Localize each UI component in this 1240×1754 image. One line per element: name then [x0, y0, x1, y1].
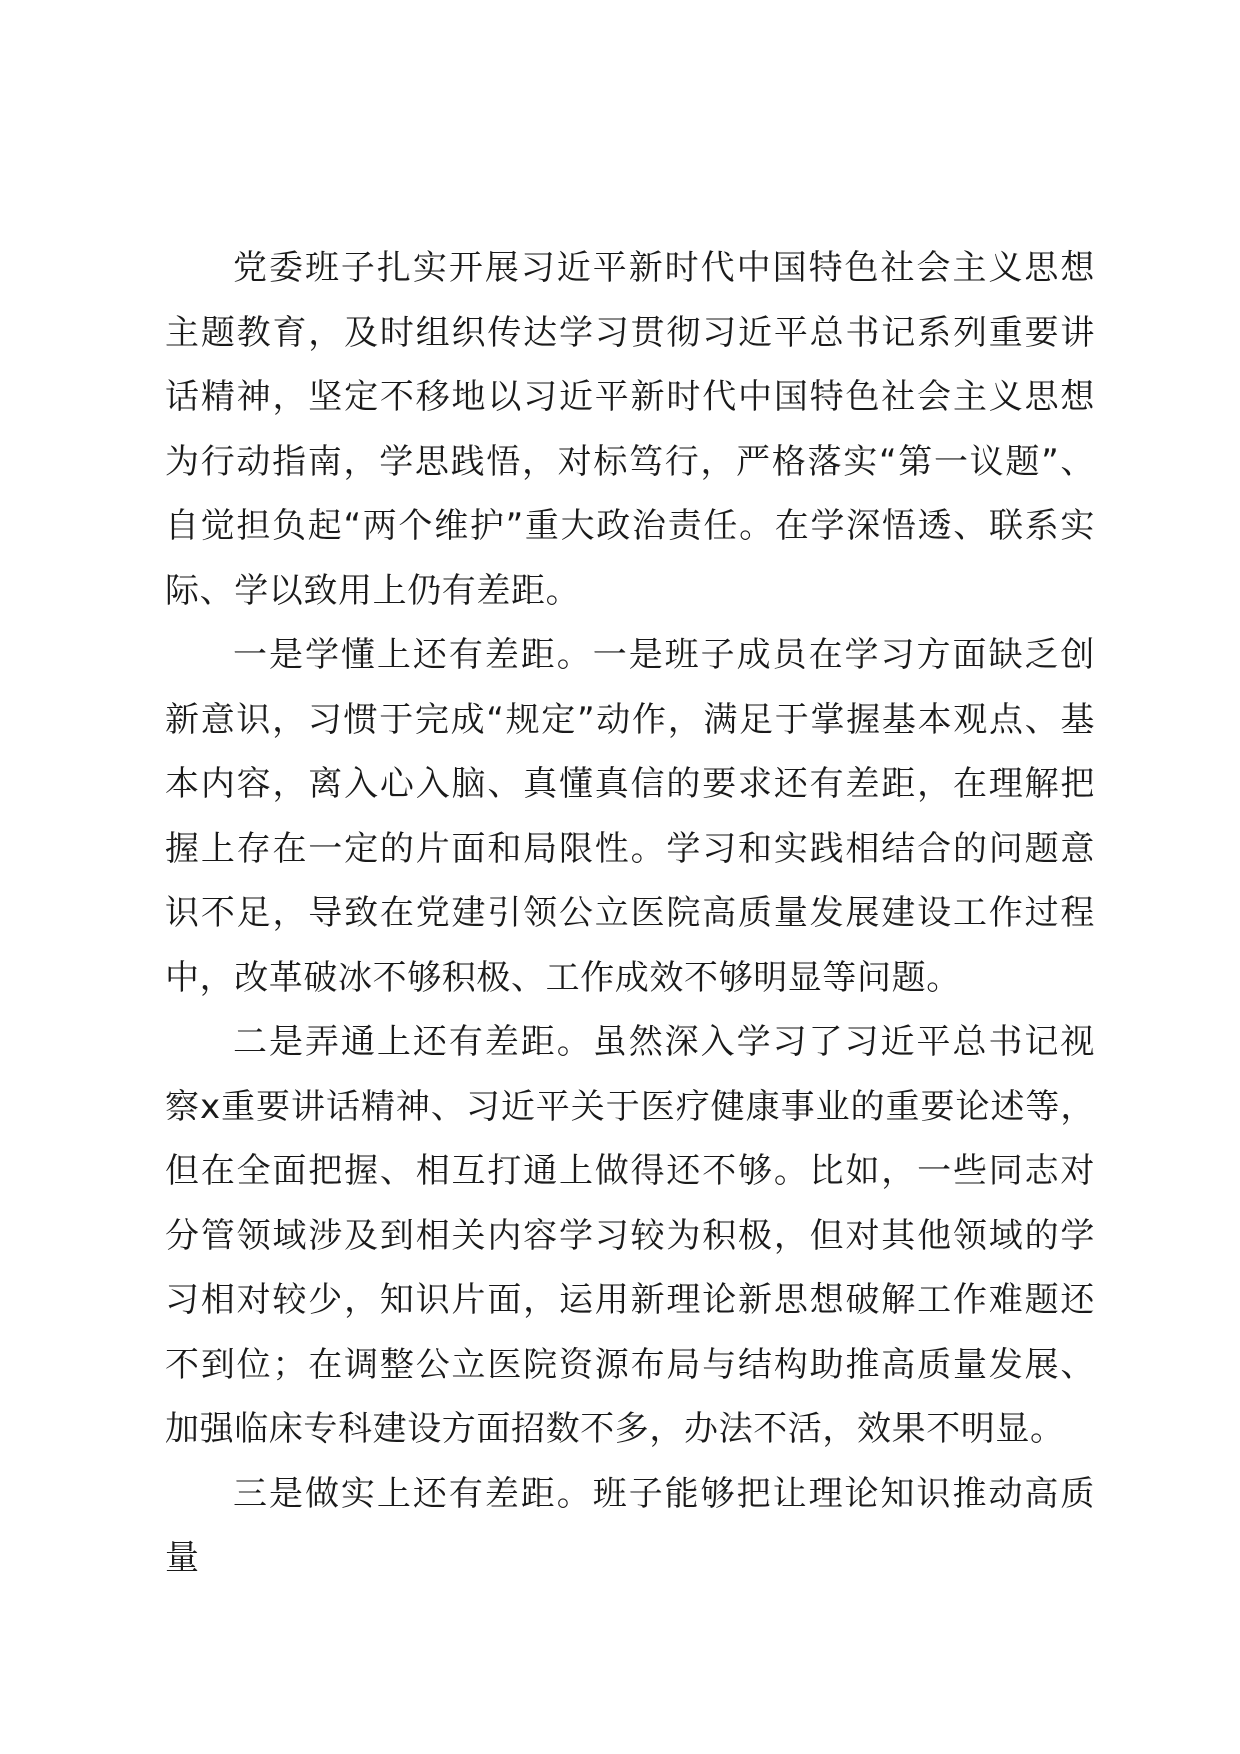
paragraph-learning-gap: 一是学懂上还有差距。一是班子成员在学习方面缺乏创新意识，习惯于完成“规定”动作，满足于掌握基本观点、基本内容，离入心入脑、真懂真信的要求还有差距，在理解把握上存在一定的片面和局限性。学习和实践相结合的问题意识不足，导致在党建引领公立医院高质量发展建设工作过程中，改革破冰不够积极、工作成效不够明显等问题。 [165, 635, 1095, 998]
paragraph-understanding-gap: 二是弄通上还有差距。虽然深入学习了习近平总书记视察x重要讲话精神、习近平关于医疗健康事业的重要论述等，但在全面把握、相互打通上做得还不够。比如，一些同志对分管领域涉及到相关内容学习较为积极，但对其他领域的学习相对较少，知识片面，运用新理论新思想破解工作难题还不到位；在调整公立医院资源布局与结构助推高质量发展、加强临床专科建设方面招数不多，办法不活，效果不明显。 [165, 1022, 1095, 1449]
paragraph-practice-gap: 三是做实上还有差距。班子能够把让理论知识推动高质量 [165, 1473, 1095, 1578]
document-body [165, 236, 1095, 1591]
paragraph-intro: 党委班子扎实开展习近平新时代中国特色社会主义思想主题教育，及时组织传达学习贯彻习近平总书记系列重要讲话精神，坚定不移地以习近平新时代中国特色社会主义思想为行动指南，学思践悟，对标笃行，严格落实“第一议题”、自觉担负起“两个维护”重大政治责任。在学深悟透、联系实际、学以致用上仍有差距。 [165, 248, 1095, 611]
